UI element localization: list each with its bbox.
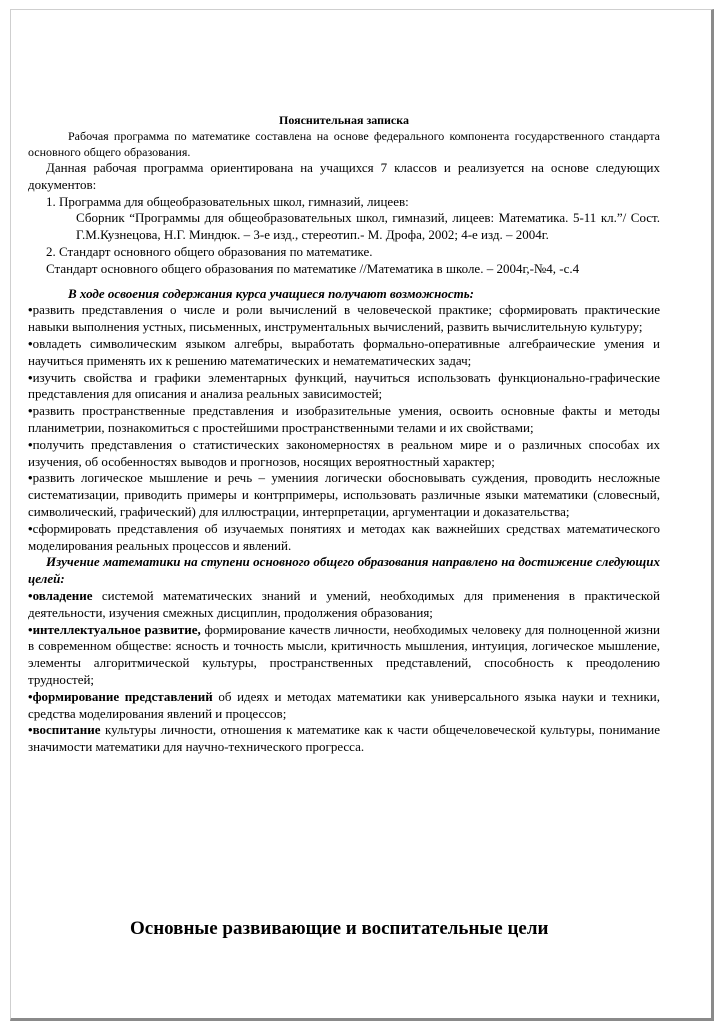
- list-item: [28, 521, 660, 555]
- bullet-icon: •: [28, 722, 33, 738]
- doc-item-1: [28, 194, 660, 211]
- list-item: [28, 370, 660, 404]
- bullet-icon: •: [28, 621, 33, 637]
- list-item: [28, 302, 660, 336]
- basis-paragraph: Данная рабочая программа ориентирована на учащихся 7 классов и реализуется на основе следующих документов:: [28, 160, 660, 192]
- list-item-text: системой математических знаний и умений, необходимых для применения в практической деятельности, изучения смежных дисциплин, продолжения образования;: [28, 587, 660, 620]
- section1-list: [28, 302, 660, 554]
- doc-item-1-sub: Сборник “Программы для общеобразовательных школ, гимназий, лицеев: Математика. 5-11 кл.”/ Сост. Г.М.Кузнецова, Н.Г. Миндюк. – 3-е изд., стереотип.- М. Дрофа, 2002; 4-е изд. – 2004г.: [76, 210, 660, 243]
- intro-paragraph: Рабочая программа по математике составлена на основе федерального компонента государственного стандарта основного общего образования.: [28, 129, 660, 159]
- list-item: [28, 470, 660, 520]
- list-item: [28, 588, 660, 622]
- section-heading: Основные развивающие и воспитательные цели: [130, 918, 549, 939]
- bullet-icon: •: [28, 302, 33, 318]
- bullet-icon: •: [28, 369, 33, 385]
- list-item-term: интеллектуальное развитие,: [32, 621, 201, 637]
- list-item-term: овладение: [32, 587, 93, 603]
- doc-item-1-number: 1.: [46, 193, 56, 209]
- list-item-term: воспитание: [32, 722, 101, 738]
- bullet-icon: •: [28, 335, 33, 351]
- doc-item-2-number: 2.: [46, 243, 56, 259]
- list-item-text: получить представления о статистических закономерностях в реальном мире и о различных способах их изучения, об особенностях выводов и прогнозов, носящих вероятностный характер;: [28, 436, 660, 469]
- list-item-text: овладеть символическим языком алгебры, выработать формально-оперативные алгебраические умения и научиться применять их к решению математических и нематематических задач;: [28, 335, 660, 368]
- doc-item-1-text: Программа для общеобразовательных школ, гимназий, лицеев:: [59, 193, 409, 209]
- bullet-icon: •: [28, 520, 33, 536]
- list-item-text: сформировать представления об изучаемых понятиях и методах как важнейших средствах математического моделирования реальных процессов и явлений.: [28, 520, 660, 553]
- page-title: Пояснительная записка: [278, 113, 409, 127]
- list-item-text: культуры личности, отношения к математике как к части общечеловеческой культуры, понимание значимости математики для научно-технического прогресса.: [28, 722, 660, 755]
- list-item-text: изучить свойства и графики элементарных функций, научиться использовать функционально-графические представления для описания и анализа реальных зависимостей;: [28, 369, 660, 402]
- doc-item-2-ref: Стандарт основного общего образования по математике //Математика в школе. – 2004г,-№4, -с.4: [46, 260, 580, 276]
- list-item: [28, 722, 660, 756]
- section2-list: [28, 588, 660, 756]
- list-item: [28, 622, 660, 689]
- section1-title: В ходе освоения содержания курса учащиеся получают возможность:: [68, 285, 474, 301]
- section2-title: Изучение математики на ступени основного общего образования направлено на достижение следующих целей:: [28, 554, 660, 587]
- list-item: [28, 403, 660, 437]
- list-item: [28, 437, 660, 471]
- list-item-text: развить пространственные представления и изобразительные умения, освоить основные факты и методы планиметрии, познакомиться с простейшими пространственными телами и их свойствами;: [28, 403, 660, 435]
- list-item-text: формирование качеств личности, необходимых человеку для полноценной жизни в современном обществе: ясность и точность мысли, критичность мышления, интуиция, логическое мышление, элементы алгоритмической культуры, пространственных представлений, способность к преодолению трудностей;: [28, 621, 660, 687]
- doc-item-2-text: Стандарт основного общего образования по математике.: [59, 243, 373, 259]
- list-item-text: об идеях и методах математики как универсального языка науки и техники, средства моделирования явлений и процессов;: [28, 688, 660, 721]
- list-item: [28, 336, 660, 370]
- list-item-text: развить представления о числе и роли вычислений в человеческой практике; сформировать практические навыки выполнения устных, письменных, инструментальных вычислений, развить вычислительную культуру;: [28, 302, 660, 335]
- list-item: [28, 689, 660, 723]
- bullet-icon: •: [28, 470, 33, 486]
- bullet-icon: •: [28, 436, 33, 452]
- bullet-icon: •: [28, 688, 33, 704]
- doc-item-2: [28, 244, 660, 261]
- bullet-icon: •: [28, 403, 33, 419]
- list-item-term: формирование представлений: [32, 688, 213, 704]
- list-item-text: развить логическое мышление и речь – умениия логически обосновывать суждения, проводить несложные систематизации, приводить примеры и контрпримеры, использовать различные языки математики (словесный, символический, графический) для иллюстрации, интерпретации, аргументации и доказательства;: [28, 470, 660, 519]
- bullet-icon: •: [28, 587, 33, 603]
- document-body: [28, 112, 660, 756]
